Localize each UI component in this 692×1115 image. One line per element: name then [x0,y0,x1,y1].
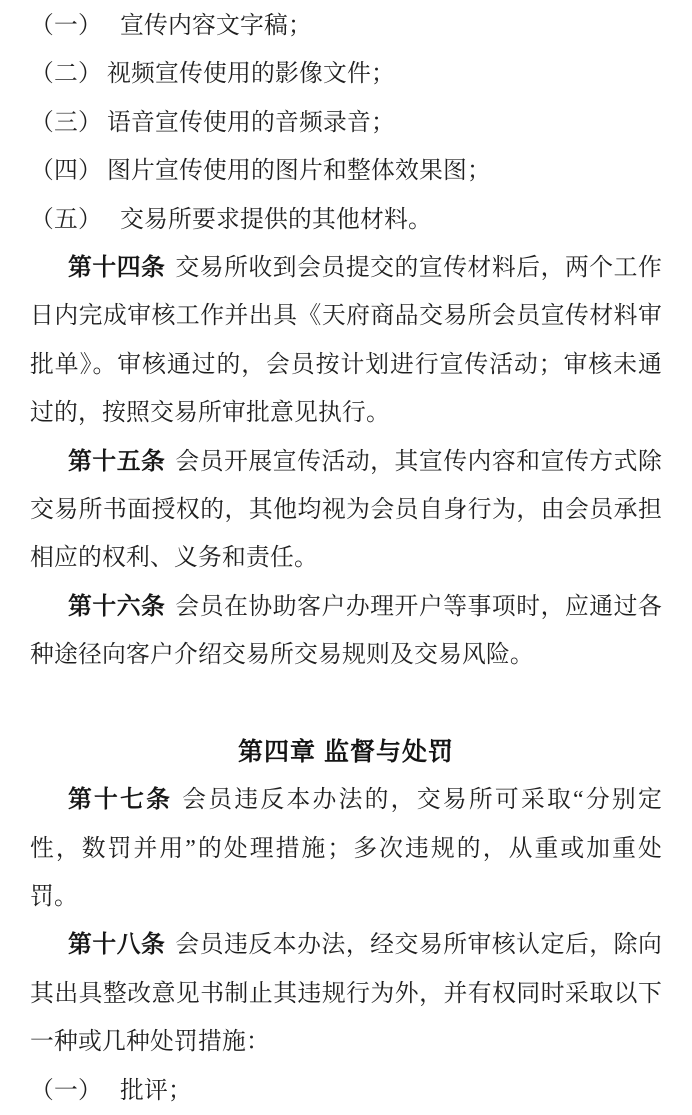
list-item-text: 宣传内容文字稿； [120,13,312,39]
list-item-text: 批评； [120,1077,192,1104]
list-item [30,147,662,195]
article-number: 第十七条 [68,786,173,814]
list-item [30,50,662,98]
list-item-text: 视频宣传使用的影像文件； [107,61,395,88]
list-item-marker: （一） [30,13,102,39]
list-item-marker: （五） [30,206,102,233]
article-paragraph-16 [30,583,662,680]
list-item-marker: （二） [30,61,102,88]
list-item-text: 语音宣传使用的音频录音； [107,109,395,136]
article-paragraph-14 [30,244,662,438]
list-item [30,196,662,244]
article-number: 第十八条 [68,931,166,959]
chapter-heading: 第四章 监督与处罚 [238,737,454,766]
list-item [30,99,662,147]
list-item-marker: （一） [30,1077,102,1104]
list-item-marker: （三） [30,109,102,136]
article-body: 会员在协助客户办理开户等事项时，应通过各种途径向客户介绍交易所交易规则及交易风险。 [30,593,662,669]
article-number: 第十六条 [68,592,166,620]
article-body: 会员开展宣传活动，其宣传内容和宣传方式除交易所书面授权的，其他均视为会员自身行为，由会员承担相应的权利、义务和责任。 [30,448,662,572]
article-paragraph-18 [30,921,662,1066]
list-item [30,1067,662,1115]
article-paragraph-17 [30,776,662,921]
list-item-marker: （四） [30,158,102,185]
article-body: 交易所收到会员提交的宣传材料后，两个工作日内完成审核工作并出具《天府商品交易所会员宣传材料审批单》。审核通过的，会员按计划进行宣传活动；审核未通过的，按照交易所审批意见执行。 [30,255,662,427]
article-body: 会员违反本办法的，交易所可采取“分别定性，数罚并用”的处理措施；多次违规的，从重或加重处罚。 [30,787,662,910]
article-number: 第十四条 [68,254,166,282]
article-number: 第十五条 [68,447,166,475]
list-item-text: 交易所要求提供的其他材料。 [120,206,432,233]
list-item [30,2,662,50]
list-item-text: 图片宣传使用的图片和整体效果图； [107,158,491,185]
article-body: 会员违反本办法，经交易所审核认定后，除向其出具整改意见书制止其违规行为外，并有权同时采取以下一种或几种处罚措施： [30,932,662,1056]
article-paragraph-15 [30,438,662,583]
